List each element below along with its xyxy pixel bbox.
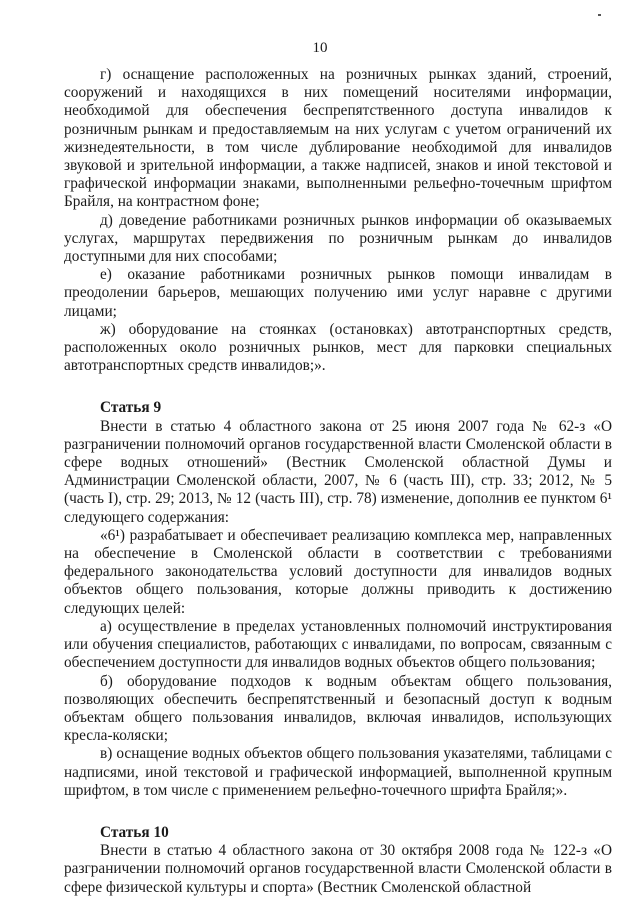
- section-gap: [64, 800, 612, 824]
- scan-mark: [598, 14, 601, 16]
- paragraph-g: г) оснащение расположенных на розничных рынках зданий, строений, сооружений и находящихся в них помещений носителями информации, необходимой для обеспечения беспрепятственного доступа инвалидов к розничным рынкам и предоставляемым на них услугам с учетом ограничений их жизнедеятельности, в том числе дублирование необходимой для инвалидов звуковой и зрительной информации, а также надписей, знаков и иной текстовой и графической информации знаками, выполненными рельефно-точечным шрифтом Брайля, на контрастном фоне;: [64, 66, 612, 211]
- article-9-heading: Статья 9: [100, 399, 162, 417]
- article-9-intro: Внести в статью 4 областного закона от 25 июня 2007 года № 62-з «О разграничении полномочий органов государственной власти Смоленской области в сфере водных отношений» (Вестник Смоленской областной Думы и Администрации Смоленской области, 2007, № 6 (часть III), стр. 33; 2012, № 5 (часть I), стр. 29; 2013, № 12 (часть III), стр. 78) изменение, дополнив ее пунктом 6¹ следующего содержания:: [64, 417, 612, 526]
- article-9-item-6-1: «6¹) разрабатывает и обеспечивает реализацию комплекса мер, направленных на обеспечение в Смоленской области в соответствии с требованиями федерального законодательства условий доступности для инвалидов водных объектов общего пользования, которые должны приводить к достижению следующих целей:: [64, 526, 612, 617]
- article-9-item-a: а) осуществление в пределах установленных полномочий инструктирования или обучения специалистов, работающих с инвалидами, по вопросам, связанным с обеспечением доступности для инвалидов водных объектов общего пользования;: [64, 617, 612, 672]
- section-gap: [64, 375, 612, 399]
- document-body: [64, 66, 612, 897]
- page-number: 10: [312, 40, 328, 56]
- paragraph-zh: ж) оборудование на стоянках (остановках) автотранспортных средств, расположенных около розничных рынков, мест для парковки специальных автотранспортных средств инвалидов;».: [64, 320, 612, 375]
- article-9-item-b: б) оборудование подходов к водным объектам общего пользования, позволяющих обеспечить беспрепятственный и безопасный доступ к водным объектам общего пользования инвалидов, включая инвалидов, использующих кресла-коляски;: [64, 672, 612, 745]
- article-10-heading: Статья 10: [100, 823, 169, 841]
- article-10-intro: Внести в статью 4 областного закона от 30 октября 2008 года № 122-з «О разграничении полномочий органов государственной власти Смоленской области в сфере физической культуры и спорта» (Вестник Смоленской областной: [64, 842, 612, 896]
- paragraph-e: е) оказание работниками розничных рынков помощи инвалидам в преодолении барьеров, мешающих получению ими услуг наравне с другими лицами;: [64, 266, 612, 320]
- article-9-item-v: в) оснащение водных объектов общего пользования указателями, таблицами с надписями, иной текстовой и графической информацией, выполненной крупным шрифтом, в том числе с применением рельефно-точечного шрифта Брайля;».: [64, 745, 612, 799]
- paragraph-d: д) доведение работниками розничных рынков информации об оказываемых услугах, маршрутах передвижения по розничным рынкам до инвалидов доступными для них способами;: [64, 211, 612, 266]
